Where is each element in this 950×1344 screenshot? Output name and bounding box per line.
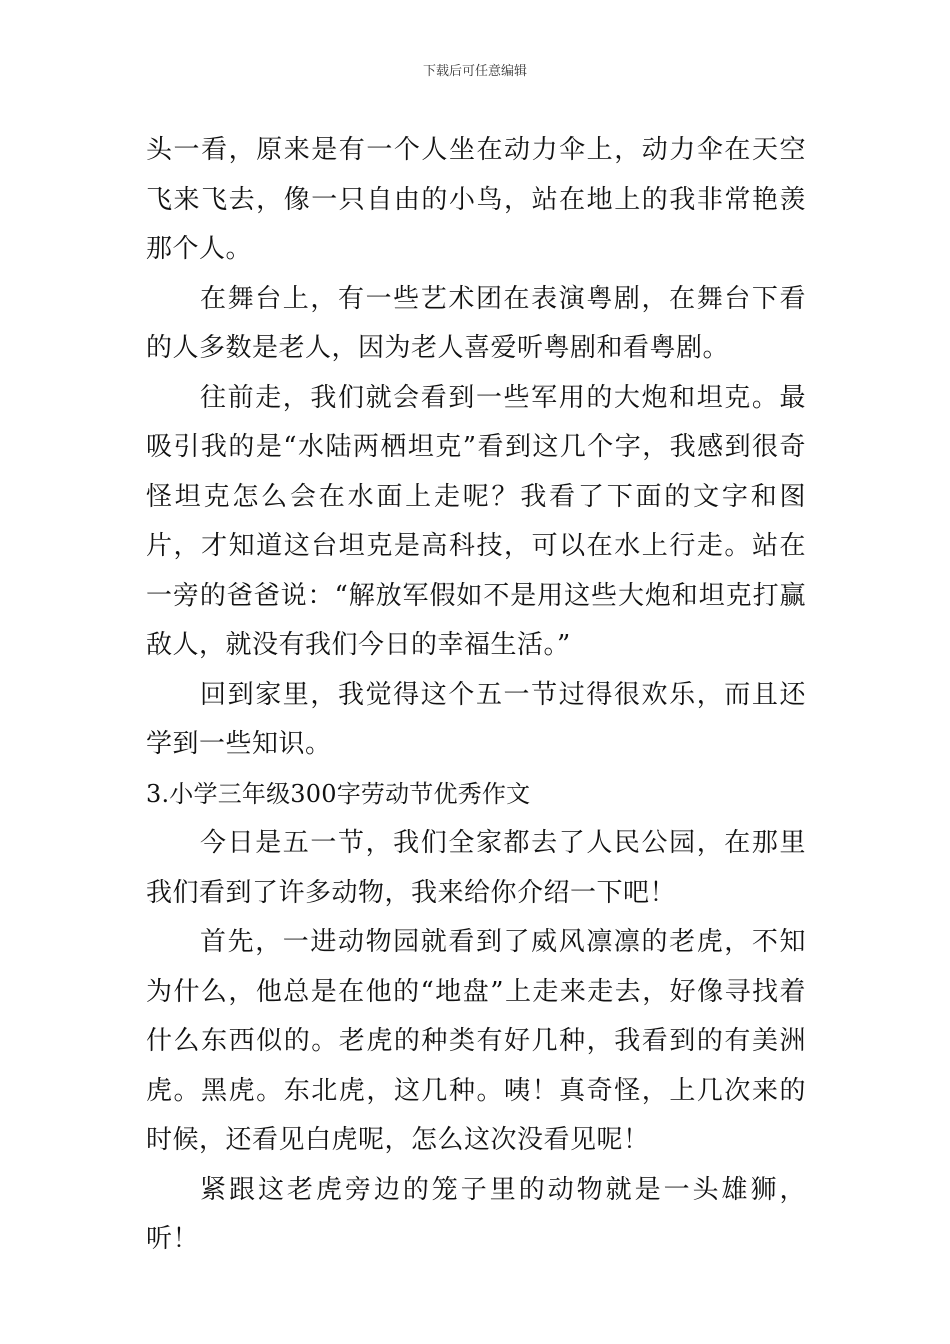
- document-body: [146, 126, 806, 1265]
- paragraph-park: 今日是五一节，我们全家都去了人民公园，在那里我们看到了许多动物，我来给你介绍一下吧！: [146, 828, 806, 908]
- paragraph-continuation: 头一看，原来是有一个人坐在动力伞上，动力伞在天空飞来飞去，像一只自由的小鸟，站在地上的我非常艳羡那个人。: [146, 135, 806, 264]
- paragraph-stage: 在舞台上，有一些艺术团在表演粤剧，在舞台下看的人多数是老人，因为老人喜爱听粤剧和看粤剧。: [146, 283, 806, 363]
- paragraph-tigers: 首先，一进动物园就看到了威风凛凛的老虎，不知为什么，他总是在他的“地盘”上走来走去，好像寻找着什么东西似的。老虎的种类有好几种，我看到的有美洲虎。黑虎。东北虎，这几种。咦！真奇怪，上几次来的时候，还看见白虎呢，怎么这次没看见呢！: [146, 927, 806, 1155]
- paragraph-tanks: 往前走，我们就会看到一些军用的大炮和坦克。最吸引我的是“水陆两栖坦克”看到这几个字，我感到很奇怪坦克怎么会在水面上走呢？我看了下面的文字和图片，才知道这台坦克是高科技，可以在水上行走。站在一旁的爸爸说：“解放军假如不是用这些大炮和坦克打赢敌人，就没有我们今日的幸福生活。”: [146, 382, 806, 660]
- paragraph-home: 回到家里，我觉得这个五一节过得很欢乐，而且还学到一些知识。: [146, 679, 806, 759]
- page-header: 下载后可任意编辑: [422, 64, 527, 79]
- section-heading: 3.小学三年级300字劳动节优秀作文: [146, 779, 531, 808]
- paragraph-lion: 紧跟这老虎旁边的笼子里的动物就是一头雄狮，听！: [146, 1174, 806, 1254]
